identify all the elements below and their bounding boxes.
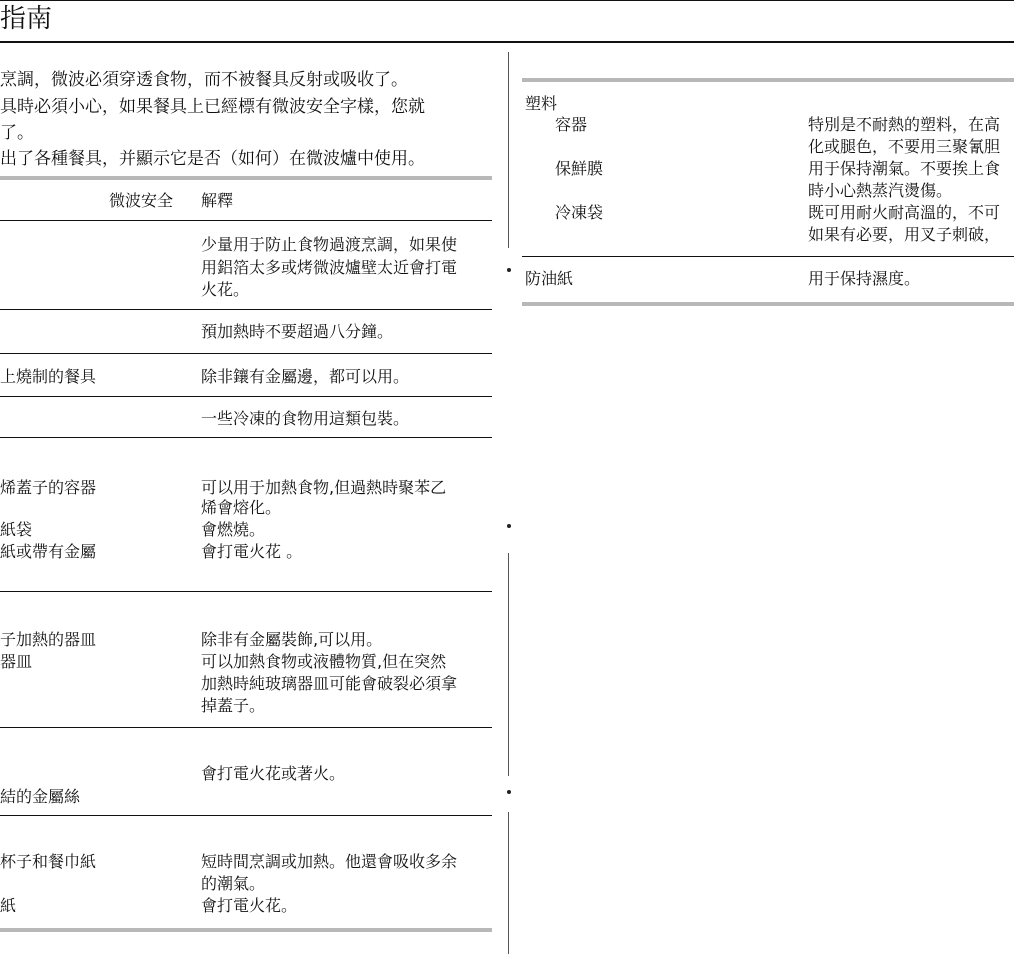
cell-item: 器皿 bbox=[0, 652, 33, 671]
cell-explain: 會燃燒。 bbox=[201, 520, 266, 539]
intro-line-4: 出了各種餐具，并顯示它是否（如何）在微波爐中使用。 bbox=[0, 149, 425, 169]
cell-item: 結的金屬絲 bbox=[0, 787, 81, 806]
row-divider bbox=[0, 727, 492, 728]
cell-explain: 用鋁箔太多或烤微波爐壁太近會打電 bbox=[201, 258, 458, 277]
cell-explain: 預加熱時不要超過八分鐘。 bbox=[201, 322, 394, 341]
cell-explain: 除非有金屬裝飾,可以用。 bbox=[201, 630, 383, 649]
cell-item: 子加熱的器皿 bbox=[0, 630, 97, 649]
header-safe: 微波安全 bbox=[109, 191, 174, 210]
cell-explain: 特別是不耐熱的塑料，在高 bbox=[808, 115, 1001, 134]
column-divider bbox=[508, 812, 509, 954]
right-table-bottom-bar bbox=[522, 302, 1014, 306]
intro-line-1: 烹調，微波必須穿透食物，而不被餐具反射或吸收了。 bbox=[0, 70, 408, 90]
cell-explain: 化或腿色，不要用三聚氰胆 bbox=[808, 137, 1001, 156]
cell-explain: 少量用于防止食物過渡烹調，如果使 bbox=[201, 235, 458, 254]
cell-explain: 烯會熔化。 bbox=[201, 498, 282, 517]
intro-line-2: 具時必須小心，如果餐具上已經標有微波安全字樣，您就 bbox=[0, 97, 425, 117]
top-rule bbox=[0, 0, 1014, 1]
cell-explain: 除非鑲有金屬邊，都可以用。 bbox=[201, 367, 410, 386]
row-divider bbox=[0, 437, 492, 438]
page-title: 指南 bbox=[0, 4, 53, 34]
cell-explain: 如果有必要，用叉子刺破， bbox=[808, 225, 1001, 244]
title-rule bbox=[0, 41, 1014, 43]
cell-item: 容器 bbox=[555, 115, 588, 134]
cell-explain: 一些冷凍的食物用這類包裝。 bbox=[201, 409, 410, 428]
header-explain: 解釋 bbox=[201, 191, 234, 210]
cell-item: 紙袋 bbox=[0, 520, 33, 539]
cell-explain: 既可用耐火耐高溫的，不可 bbox=[808, 203, 1001, 222]
cell-explain: 時小心熱蒸汽燙傷。 bbox=[808, 181, 953, 200]
cell-explain: 可以加熱食物或液體物質,但在突然 bbox=[201, 652, 447, 671]
cell-explain: 會打電火花。 bbox=[201, 896, 298, 915]
cell-item: 冷凍袋 bbox=[555, 203, 604, 222]
cell-explain: 會打電火花 。 bbox=[201, 542, 303, 561]
cell-item: 紙或帶有金屬 bbox=[0, 542, 97, 561]
cell-explain: 的潮氣。 bbox=[201, 874, 266, 893]
row-divider bbox=[522, 256, 1014, 257]
cell-explain: 用于保持濕度。 bbox=[808, 269, 921, 288]
row-divider bbox=[0, 591, 492, 592]
cell-explain: 可以用于加熱食物,但過熱時聚苯乙 bbox=[201, 478, 447, 497]
column-divider bbox=[508, 553, 509, 776]
cell-explain: 短時間烹調或加熱。他還會吸收多余 bbox=[201, 852, 458, 871]
column-divider bbox=[508, 52, 509, 248]
bullet-mark bbox=[507, 524, 511, 528]
row-divider bbox=[0, 396, 492, 397]
cell-item: 保鮮膜 bbox=[555, 159, 604, 178]
cell-item: 防油紙 bbox=[525, 269, 574, 288]
cell-explain: 加熱時純玻璃器皿可能會破裂必須拿 bbox=[201, 674, 458, 693]
cell-explain: 用于保持潮氣。不要挨上食 bbox=[808, 159, 1001, 178]
row-divider bbox=[0, 309, 492, 310]
row-divider bbox=[0, 220, 492, 221]
cell-explain: 會打電火花或著火。 bbox=[201, 764, 346, 783]
bullet-mark bbox=[507, 790, 511, 794]
table-top-bar bbox=[0, 176, 492, 180]
table-bottom-bar bbox=[0, 928, 492, 932]
row-divider bbox=[0, 815, 492, 816]
row-divider bbox=[0, 353, 492, 354]
cell-item: 上燒制的餐具 bbox=[0, 367, 97, 386]
right-table-top-bar bbox=[522, 78, 1014, 82]
cell-explain: 掉蓋子。 bbox=[201, 696, 266, 715]
cell-item: 烯蓋子的容器 bbox=[0, 478, 97, 497]
intro-line-3: 了。 bbox=[0, 123, 34, 143]
cell-item: 紙 bbox=[0, 896, 17, 915]
cell-explain: 火花。 bbox=[201, 280, 250, 299]
bullet-mark bbox=[507, 268, 511, 272]
cell-item: 杯子和餐巾紙 bbox=[0, 852, 97, 871]
cell-category: 塑料 bbox=[525, 94, 558, 113]
